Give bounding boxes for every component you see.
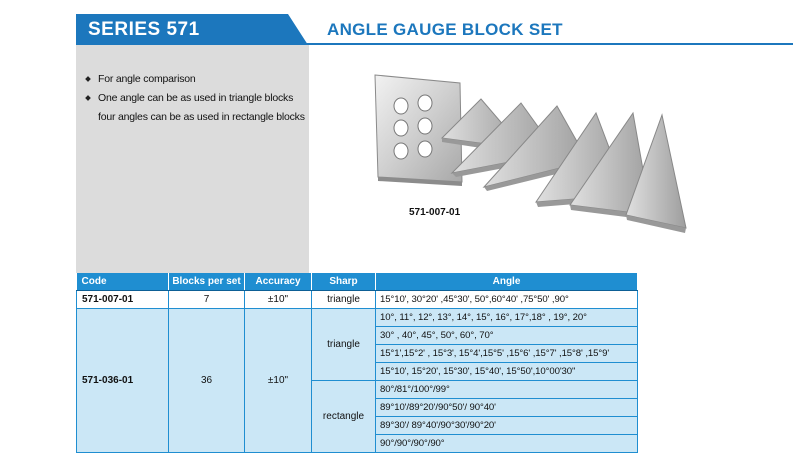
feature-item: four angles can be as used in rectangle blocks	[98, 111, 305, 123]
image-caption: 571-007-01	[409, 207, 461, 218]
accuracy-cell: ±10"	[245, 309, 312, 453]
angle-cell: 89°10'/89°20'/90°50'/ 90°40'	[376, 399, 638, 417]
sharp-cell: rectangle	[312, 381, 376, 453]
accuracy-cell: ±10"	[245, 291, 312, 309]
angle-cell: 15°1',15°2' , 15°3', 15°4',15°5' ,15°6' ,15°7' ,15°8' ,15°9'	[376, 345, 638, 363]
feature-item: For angle comparison	[86, 70, 305, 89]
blocks-cell: 36	[169, 309, 245, 453]
page-title: ANGLE GAUGE BLOCK SET	[327, 20, 563, 39]
angle-cell: 89°30'/ 89°40'/90°30'/90°20'	[376, 417, 638, 435]
header-sharp: Sharp	[312, 273, 376, 291]
angle-cell: 10°, 11°, 12°, 13°, 14°, 15°, 16°, 17°,18° , 19°, 20°	[376, 309, 638, 327]
header-accuracy: Accuracy	[245, 273, 312, 291]
bullet-diamond-icon	[85, 76, 91, 82]
code-cell: 571-007-01	[77, 291, 169, 309]
blocks-cell: 7	[169, 291, 245, 309]
code-cell: 571-036-01	[77, 309, 169, 453]
series-tab	[76, 14, 308, 45]
series-label: SERIES 571	[88, 19, 200, 40]
spec-table	[76, 273, 638, 453]
table-row	[77, 309, 638, 327]
table-row	[77, 291, 638, 309]
header-angle: Angle	[376, 273, 638, 291]
sharp-cell: triangle	[312, 291, 376, 309]
feature-item: One angle can be as used in triangle blocks	[86, 89, 305, 108]
angle-cell: 15°10', 15°20', 15°30', 15°40', 15°50',10°00'30"	[376, 363, 638, 381]
sharp-cell: triangle	[312, 309, 376, 381]
bullet-diamond-icon	[85, 95, 91, 101]
header-code: Code	[77, 273, 169, 291]
table-header-row	[77, 273, 638, 291]
feature-list	[86, 70, 305, 127]
angle-cell: 15°10', 30°20' ,45°30', 50°,60°40' ,75°50' ,90°	[376, 291, 638, 309]
angle-cell: 30° , 40°, 45°, 50°, 60°, 70°	[376, 327, 638, 345]
header-blocks: Blocks per set	[169, 273, 245, 291]
angle-cell: 90°/90°/90°/90°	[376, 435, 638, 453]
angle-cell: 80°/81°/100°/99°	[376, 381, 638, 399]
